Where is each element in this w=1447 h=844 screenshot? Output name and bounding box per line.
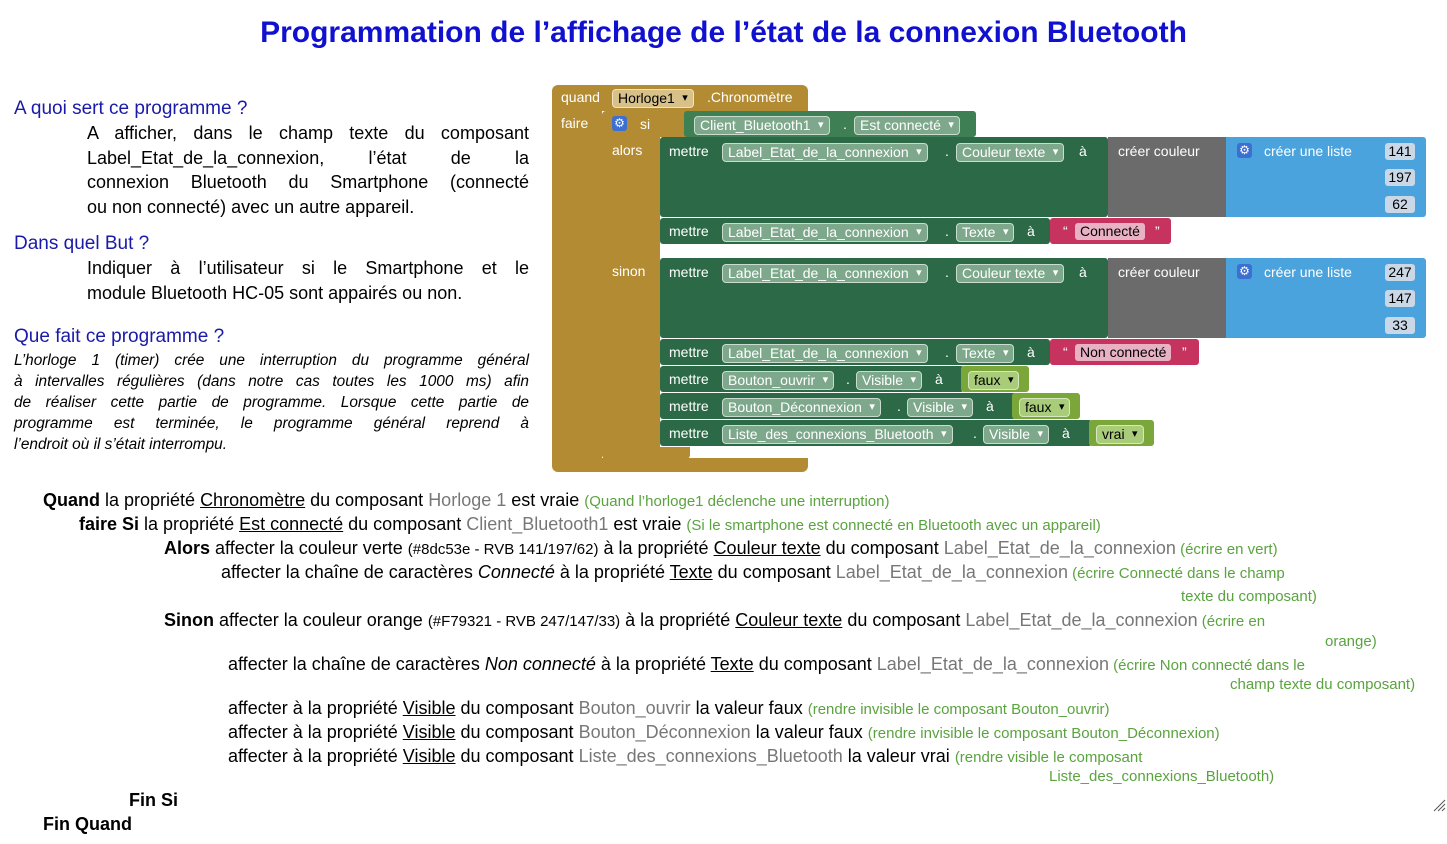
a-label: à [1079,264,1087,280]
heading-que-fait: Que fait ce programme ? [14,326,225,347]
text-line: l’endroit où il s’était interrompu. [14,436,228,453]
mettre-label: mettre [669,223,709,239]
quote-close: ” [1182,344,1187,360]
pseudo-line-9: affecter à la propriété Visible du composant Liste_des_connexions_Bluetooth la valeur vrai (rendre visible le composant [228,746,1143,766]
number-value[interactable]: 197 [1385,169,1415,186]
number-value[interactable]: 62 [1385,196,1415,213]
pseudo-line-3: Alors affecter la couleur verte (#8dc53e - RVB 141/197/62) à la propriété Couleur texte du composant Label_Etat_de_la_connexion (écrire en vert) [164,538,1278,558]
pseudo-line-8: affecter à la propriété Visible du composant Bouton_Déconnexion la valeur faux (rendre invisible le composant Bouton_Déconnexion) [228,722,1220,742]
quand-label: quand [561,89,600,105]
dot-label: . [846,371,850,387]
quote-close: ” [1155,223,1160,239]
dot-label: . [897,398,901,414]
client-dropdown[interactable]: Client_Bluetooth1 ▾ [694,116,830,135]
comment-continuation: Liste_des_connexions_Bluetooth) [1049,768,1275,785]
pseudo-line-7: affecter à la propriété Visible du composant Bouton_ouvrir la valeur faux (rendre invisible le composant Bouton_ouvrir) [228,698,1110,718]
a-label: à [986,398,994,414]
text-line: ou non connecté) avec un autre appareil. [87,196,415,217]
if-block-side [602,137,660,449]
dot-label: . [945,223,949,239]
text-line: Label_Etat_de_la_connexion, l’état de la [87,147,529,168]
text-line: à intervalles régulières (dans notre cas toutes les 1000 ms) afin [14,373,529,390]
alors-label: alors [612,142,643,158]
label-dropdown[interactable]: Label_Etat_de_la_connexion ▾ [722,264,928,283]
creer-couleur-label: créer couleur [1118,264,1200,280]
gear-icon[interactable]: ⚙ [612,116,627,131]
number-value[interactable]: 147 [1385,290,1415,307]
page-title: Programmation de l’affichage de l’état de la connexion Bluetooth [260,16,1187,49]
sinon-label: sinon [612,263,646,279]
mettre-label: mettre [669,344,709,360]
mettre-label: mettre [669,425,709,441]
text-line: Indiquer à l’utilisateur si le Smartphone et le [87,258,529,278]
gear-icon[interactable]: ⚙ [1237,264,1252,279]
vrai-dropdown[interactable]: vrai ▾ [1096,425,1144,444]
heading-but: Dans quel But ? [14,233,150,254]
a-label: à [1079,143,1087,159]
texte-dropdown[interactable]: Texte ▾ [956,223,1014,242]
string-value[interactable]: Non connecté [1075,344,1171,361]
dot-label: . [945,143,949,159]
creer-liste-label: créer une liste [1264,143,1352,159]
text-line: de réaliser cette partie de programme. Lorsque cette partie de [14,394,529,411]
bouton-deconnexion-dropdown[interactable]: Bouton_Déconnexion ▾ [722,398,881,417]
creer-couleur-label: créer couleur [1118,143,1200,159]
mettre-label: mettre [669,371,709,387]
mettre-label: mettre [669,264,709,280]
comment-continuation: orange) [1325,633,1377,650]
chrono-label: .Chronomètre [707,89,793,105]
bouton-ouvrir-dropdown[interactable]: Bouton_ouvrir ▾ [722,371,834,390]
number-value[interactable]: 141 [1385,143,1415,160]
heading-a-quoi: A quoi sert ce programme ? [14,98,248,119]
text-line: A afficher, dans le champ texte du composant [87,123,529,143]
text-line: programme est terminée, le programme général reprend à [14,415,529,432]
est-connecte-dropdown[interactable]: Est connecté ▾ [854,116,960,135]
fin-si: Fin Si [129,790,178,810]
pseudo-line-2: faire Si la propriété Est connecté du composant Client_Bluetooth1 est vraie (Si le smartphone est connecté en Bluetooth avec un appareil) [79,514,1101,534]
comment-continuation: texte du composant) [1181,588,1317,605]
horloge-dropdown[interactable]: Horloge1 ▾ [612,89,694,108]
mettre-label: mettre [669,143,709,159]
text-line: L’horloge 1 (timer) crée une interruption du programme général [14,352,529,369]
label-dropdown[interactable]: Label_Etat_de_la_connexion ▾ [722,344,928,363]
dot-label: . [843,116,847,132]
quote-open: “ [1063,344,1068,360]
a-label: à [1027,223,1035,239]
texte-dropdown[interactable]: Texte ▾ [956,344,1014,363]
visible-dropdown[interactable]: Visible ▾ [856,371,922,390]
if-block-footer [602,447,690,459]
dot-label: . [945,344,949,360]
a-label: à [1027,344,1035,360]
faire-label: faire [561,115,589,131]
number-value[interactable]: 247 [1385,264,1415,281]
visible-dropdown[interactable]: Visible ▾ [983,425,1049,444]
string-value[interactable]: Connecté [1075,223,1145,240]
text-line: module Bluetooth HC-05 sont appairés ou non. [87,282,463,303]
couleur-texte-dropdown[interactable]: Couleur texte ▾ [956,264,1064,283]
liste-dropdown[interactable]: Liste_des_connexions_Bluetooth ▾ [722,425,953,444]
resize-grip-icon[interactable] [1432,798,1446,812]
pseudo-line-1: Quand la propriété Chronomètre du composant Horloge 1 est vraie (Quand l’horloge1 déclenche une interruption) [43,490,890,510]
dot-label: . [945,264,949,280]
si-label: si [640,116,651,132]
a-label: à [935,371,943,387]
pseudo-line-5: Sinon affecter la couleur orange (#F79321 - RVB 247/147/33) à la propriété Couleur texte du composant Label_Etat_de_la_connexion (écrire en [164,610,1266,630]
visible-dropdown[interactable]: Visible ▾ [907,398,973,417]
event-block-footer [552,458,808,472]
pseudo-line-4: affecter la chaîne de caractères Connecté à la propriété Texte du composant Label_Etat_de_la_connexion (écrire Connecté dans le champ [221,562,1285,582]
fin-quand: Fin Quand [43,814,132,834]
faux-dropdown[interactable]: faux ▾ [968,371,1019,390]
faux-dropdown[interactable]: faux ▾ [1019,398,1070,417]
a-label: à [1062,425,1070,441]
quote-open: “ [1063,223,1068,239]
gear-icon[interactable]: ⚙ [1237,143,1252,158]
label-dropdown[interactable]: Label_Etat_de_la_connexion ▾ [722,223,928,242]
dot-label: . [973,425,977,441]
label-dropdown[interactable]: Label_Etat_de_la_connexion ▾ [722,143,928,162]
number-value[interactable]: 33 [1385,317,1415,334]
pseudo-line-6: affecter la chaîne de caractères Non connecté à la propriété Texte du composant Label_Etat_de_la_connexion (écrire Non connecté dans le [228,654,1305,674]
text-line: connexion Bluetooth du Smartphone (connecté [87,172,529,192]
mettre-label: mettre [669,398,709,414]
creer-liste-label: créer une liste [1264,264,1352,280]
event-block-side [552,111,602,461]
couleur-texte-dropdown[interactable]: Couleur texte ▾ [956,143,1064,162]
comment-continuation: champ texte du composant) [1230,676,1416,693]
